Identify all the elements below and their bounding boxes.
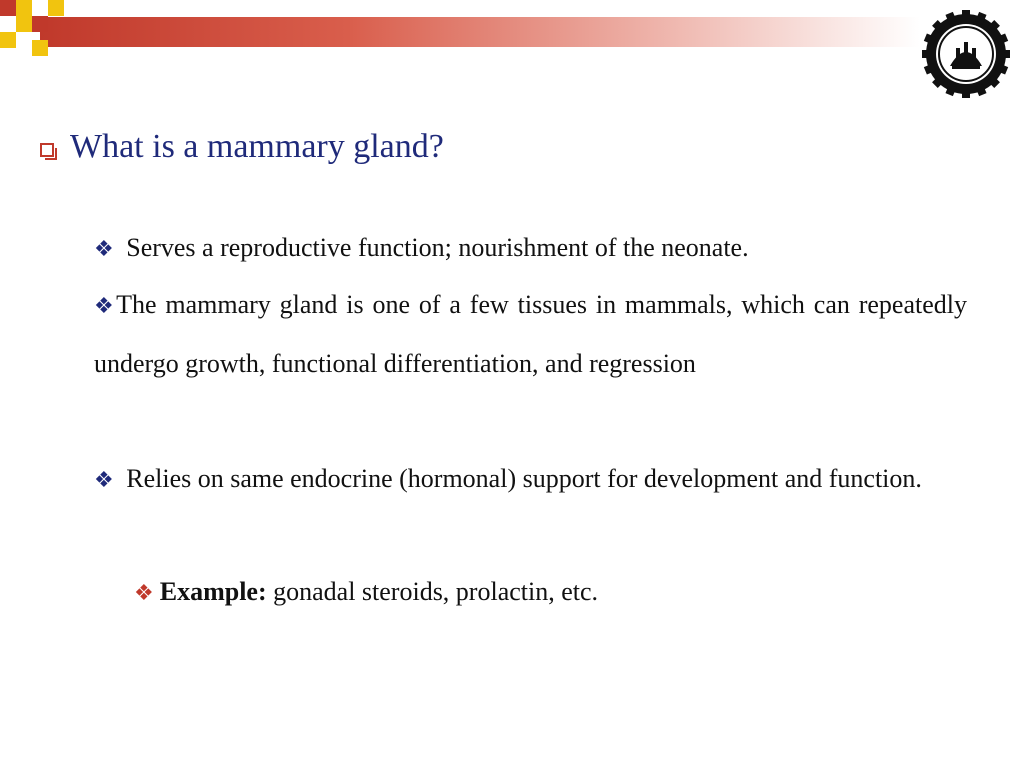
square-checkbox-icon: [40, 143, 54, 157]
decor-square: [48, 0, 64, 16]
header-gradient-bar: [40, 17, 920, 47]
bullet-item: [94, 219, 967, 278]
university-logo-icon: [920, 8, 1012, 100]
four-diamond-icon: ❖: [94, 467, 114, 492]
sub-bullet-item: [134, 563, 598, 622]
decor-square: [16, 16, 32, 32]
example-label: Example:: [159, 577, 267, 606]
slide-title: [40, 128, 444, 166]
decor-square: [0, 32, 16, 48]
decor-square: [32, 16, 48, 32]
decor-square: [32, 40, 48, 56]
decor-square: [0, 0, 16, 16]
bullet-text: The mammary gland is one of a few tissues in mammals, which can repeatedly undergo growth, functional differentiation, and regression: [94, 290, 967, 378]
four-diamond-icon: ❖: [134, 580, 154, 605]
bullet-text: Serves a reproductive function; nourishment of the neonate.: [119, 233, 749, 262]
decor-square: [16, 0, 32, 16]
bullet-text: Relies on same endocrine (hormonal) support for development and function.: [119, 464, 922, 493]
title-text: What is a mammary gland?: [70, 128, 444, 165]
four-diamond-icon: ❖: [94, 293, 117, 318]
bullet-item: [94, 276, 967, 393]
bullet-item: [94, 450, 967, 509]
four-diamond-icon: ❖: [94, 236, 114, 261]
example-text: gonadal steroids, prolactin, etc.: [266, 577, 599, 606]
